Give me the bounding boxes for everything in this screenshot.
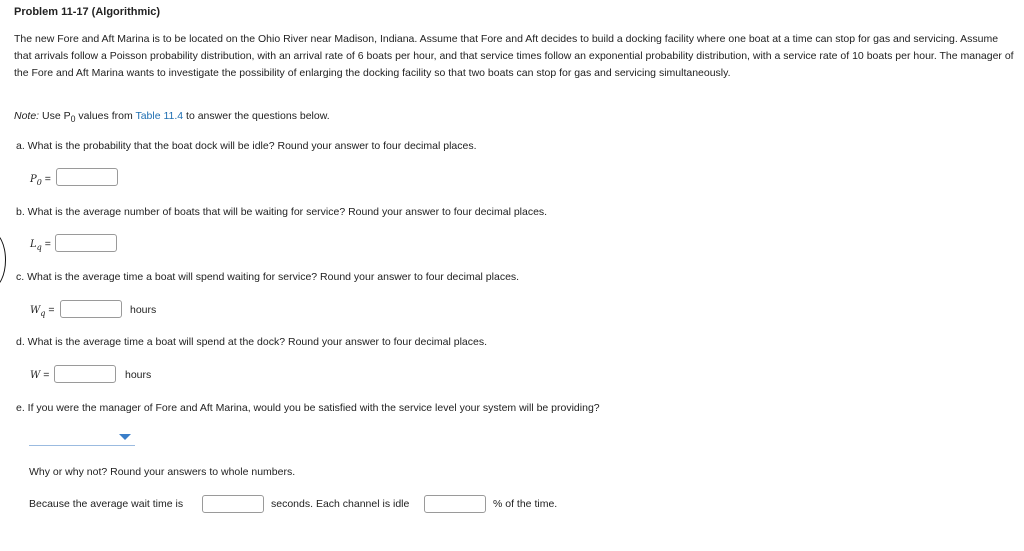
note-label: Note: — [14, 110, 40, 122]
problem-description: The new Fore and Aft Marina is to be located on the Ohio River near Madison, Indiana. Assume that Fore and Aft decides to build a docking facility where one boat at a time can stop for gas and servicing. Assume that arrivals follow a Poisson probability distribution, with an arrival rate of 6 boats per hour, and that service times follow an exponential probability distribution, with a service rate of 10 boats per hour. The manager of the Fore and Aft Marina wants to investigate the possibility of enlarging the docking facility so that two boats can stop for gas and servicing simultaneously. — [14, 33, 1014, 79]
question-c-text: c. What is the average time a boat will spend waiting for service? Round your answer to four decimal places. — [16, 271, 520, 283]
seconds-text: seconds. Each channel is idle — [271, 498, 410, 510]
question-a-text: a. What is the probability that the boat dock will be idle? Round your answer to four decimal places. — [16, 140, 477, 152]
p0-label: $P_0$ = — [30, 173, 51, 187]
question-e-text: e. If you were the manager of Fore and Aft Marina, would you be satisfied with the service level your system will be providing? — [16, 402, 600, 414]
note-sub: 0 — [70, 114, 76, 125]
lq-input[interactable] — [55, 234, 117, 252]
question-d-text: d. What is the average time a boat will spend at the dock? Round your answer to four decimal places. — [16, 336, 488, 348]
chevron-down-icon — [119, 434, 131, 440]
problem-title: Problem 11-17 (Algorithmic) — [14, 6, 161, 18]
idle-percent-input[interactable] — [424, 495, 486, 513]
because-text: Because the average wait time is — [29, 498, 184, 510]
wq-unit: hours — [130, 304, 157, 316]
circle-marker-icon — [0, 232, 6, 288]
w-input[interactable] — [54, 365, 116, 383]
note-text-2: values from — [78, 110, 133, 122]
satisfied-dropdown[interactable] — [29, 428, 135, 446]
lq-label: $L_q$ = — [30, 238, 51, 252]
why-text: Why or why not? Round your answers to whole numbers. — [29, 466, 296, 478]
question-b-text: b. What is the average number of boats that will be waiting for service? Round your answer to four decimal places. — [16, 206, 548, 218]
note-text-3: to answer the questions below. — [186, 110, 330, 122]
p0-input[interactable] — [56, 168, 118, 186]
wait-time-input[interactable] — [202, 495, 264, 513]
note-text: Use P — [42, 110, 71, 122]
note — [14, 110, 330, 124]
wq-input[interactable] — [60, 300, 122, 318]
w-label: W = — [30, 369, 50, 381]
percent-text: % of the time. — [493, 498, 558, 510]
wq-label: $W_q$ = — [30, 304, 55, 318]
table-link[interactable]: Table 11.4 — [135, 110, 184, 122]
w-unit: hours — [125, 369, 152, 381]
